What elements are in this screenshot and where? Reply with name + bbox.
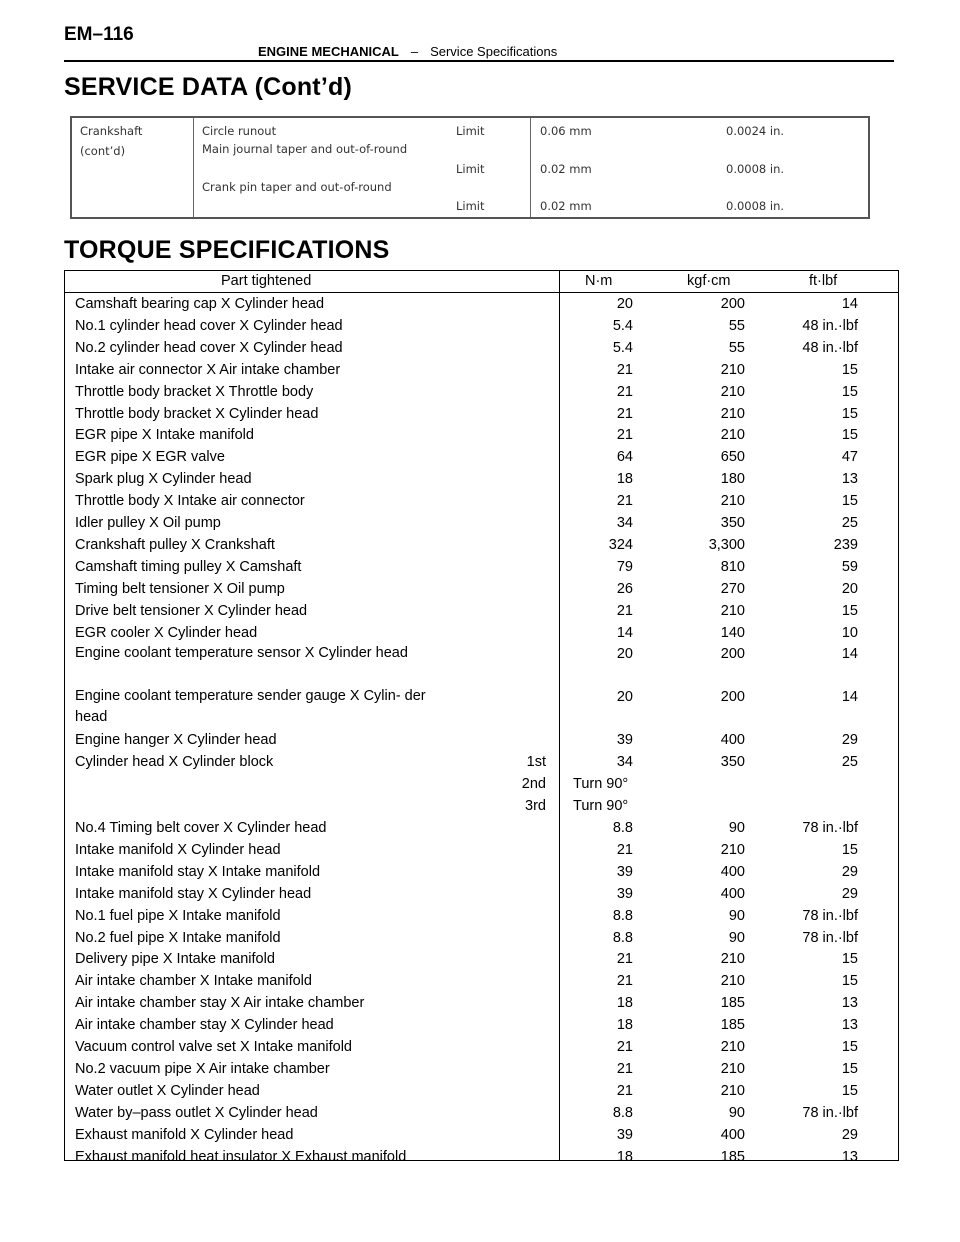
ftlbf-value: 10 [841, 624, 858, 641]
kgf-value: 200 [720, 296, 745, 312]
part-name: Camshaft bearing cap X Cylinder head [75, 296, 325, 312]
table-row [65, 861, 898, 883]
part-name: Intake manifold stay X Intake manifold [75, 863, 321, 880]
nm-value: 18 [616, 1017, 633, 1034]
metric-value: 0.02 mm [540, 199, 592, 213]
kgf-value: 90 [728, 820, 745, 836]
subsection-title: Service Specifications [430, 44, 558, 59]
kgf-value: 210 [720, 427, 745, 444]
part-name: Crankshaft pulley X Crankshaft [75, 536, 275, 553]
header-separator: – [410, 44, 419, 59]
part-name: No.1 cylinder head cover X Cylinder head [75, 317, 343, 334]
table-row [65, 1058, 898, 1080]
ftlbf-value: 15 [841, 841, 858, 858]
ftlbf-value: 29 [841, 732, 858, 749]
kgf-value: 400 [720, 885, 745, 902]
table-row [65, 468, 898, 490]
kgf-value: 210 [720, 1060, 745, 1077]
part-name: Intake manifold stay X Cylinder head [75, 885, 312, 902]
ftlbf-value: 15 [841, 1060, 858, 1077]
kgf-value: 350 [720, 515, 745, 531]
service-data-box [70, 116, 870, 219]
nm-value: 8.8 [612, 929, 633, 946]
table-row [65, 337, 898, 359]
nm-value: 39 [616, 1126, 633, 1143]
header-nm: N·m [585, 273, 613, 289]
limit-label: Limit [456, 124, 485, 138]
nm-value: 21 [616, 1060, 633, 1077]
torque-title: TORQUE SPECIFICATIONS [64, 236, 390, 264]
part-name: Air intake chamber X Intake manifold [75, 973, 312, 990]
table-row [65, 622, 898, 644]
table-row [65, 578, 898, 600]
column-divider [530, 118, 531, 217]
nm-value: 18 [616, 995, 633, 1012]
table-row [65, 948, 898, 970]
part-name: Intake air connector X Air intake chamber [75, 361, 341, 378]
ftlbf-value: 239 [833, 536, 858, 553]
kgf-value: 90 [728, 929, 745, 946]
table-row [65, 293, 898, 315]
kgf-value: 185 [720, 1148, 745, 1165]
nm-value: Turn 90° [573, 798, 629, 815]
ftlbf-value: 29 [841, 863, 858, 880]
table-row [65, 600, 898, 622]
kgf-value: 650 [720, 449, 745, 466]
nm-value: 34 [616, 515, 633, 531]
part-name: Air intake chamber stay X Air intake chamber [75, 995, 365, 1012]
ftlbf-value: 14 [841, 646, 858, 663]
kgf-value: 185 [720, 1017, 745, 1034]
part-name: Throttle body bracket X Throttle body [75, 383, 314, 400]
table-row [65, 795, 898, 817]
kgf-value: 180 [720, 471, 745, 488]
kgf-value: 270 [720, 580, 745, 597]
table-row [65, 817, 898, 839]
nm-value: 39 [616, 863, 633, 880]
page-number: EM–116 [64, 24, 134, 45]
imperial-value: 0.0008 in. [726, 162, 785, 176]
nm-value: 21 [616, 1082, 633, 1099]
nm-value: Turn 90° [573, 776, 629, 793]
kgf-value: 90 [728, 1104, 745, 1121]
nm-value: 39 [616, 732, 633, 749]
table-row [65, 1014, 898, 1036]
kgf-value: 400 [720, 732, 745, 749]
table-row [65, 1036, 898, 1058]
header-kgf: kgf·cm [687, 273, 731, 289]
ftlbf-value: 20 [841, 580, 858, 597]
part-name: Cylinder head X Cylinder block [75, 754, 274, 771]
step-label: 1st [526, 754, 546, 771]
nm-value: 21 [616, 1039, 633, 1055]
column-divider [193, 118, 194, 217]
ftlbf-value: 47 [841, 449, 858, 466]
nm-value: 20 [616, 296, 633, 312]
part-name: No.1 fuel pipe X Intake manifold [75, 907, 281, 924]
ftlbf-value: 48 in.·lbf [802, 317, 858, 334]
step-label: 2nd [521, 776, 546, 793]
nm-value: 21 [616, 973, 633, 990]
nm-value: 8.8 [612, 820, 633, 836]
ftlbf-value: 13 [841, 471, 858, 488]
nm-value: 39 [616, 885, 633, 902]
table-row [65, 927, 898, 949]
service-item: Circle runout [202, 124, 277, 138]
table-row [65, 970, 898, 992]
kgf-value: 210 [720, 493, 745, 510]
metric-value: 0.06 mm [540, 124, 592, 138]
nm-value: 21 [616, 493, 633, 510]
table-row [65, 424, 898, 446]
nm-value: 21 [616, 383, 633, 400]
nm-value: 64 [616, 449, 633, 466]
header-part: Part tightened [221, 273, 312, 289]
part-name: Timing belt tensioner X Oil pump [75, 580, 285, 597]
table-row [65, 839, 898, 861]
table-row [65, 381, 898, 403]
ftlbf-value: 14 [841, 689, 858, 706]
part-name: Air intake chamber stay X Cylinder head [75, 1017, 334, 1034]
header-ft: ft·lbf [809, 273, 838, 289]
table-row [65, 1146, 898, 1168]
nm-value: 324 [608, 536, 633, 553]
table-row [65, 751, 898, 773]
kgf-value: 210 [720, 361, 745, 378]
part-name: No.2 fuel pipe X Intake manifold [75, 929, 281, 946]
nm-value: 8.8 [612, 907, 633, 924]
ftlbf-value: 78 in.·lbf [802, 1104, 858, 1121]
imperial-value: 0.0024 in. [726, 124, 785, 138]
part-name: Intake manifold X Cylinder head [75, 841, 281, 858]
table-row [65, 686, 898, 730]
ftlbf-value: 13 [841, 995, 858, 1012]
part-name: Exhaust manifold heat insulator X Exhaust manifold [75, 1148, 407, 1165]
category-label: Crankshaft [80, 124, 143, 138]
ftlbf-value: 14 [841, 296, 858, 312]
part-name: Water outlet X Cylinder head [75, 1082, 260, 1099]
ftlbf-value: 15 [841, 1039, 858, 1055]
kgf-value: 210 [720, 405, 745, 422]
nm-value: 79 [616, 558, 633, 575]
kgf-value: 210 [720, 973, 745, 990]
service-item: Main journal taper and out-of-round [202, 142, 408, 156]
ftlbf-value: 15 [841, 361, 858, 378]
kgf-value: 200 [720, 689, 745, 706]
ftlbf-value: 25 [841, 515, 858, 531]
section-title: ENGINE MECHANICAL [258, 44, 399, 59]
table-row [65, 1102, 898, 1124]
nm-value: 14 [616, 624, 633, 641]
part-name: EGR pipe X Intake manifold [75, 427, 254, 444]
nm-value: 21 [616, 951, 633, 968]
part-name: Drive belt tensioner X Cylinder head [75, 602, 308, 619]
ftlbf-value: 78 in.·lbf [802, 929, 858, 946]
limit-label: Limit [456, 199, 485, 213]
ftlbf-value: 15 [841, 951, 858, 968]
nm-value: 21 [616, 427, 633, 444]
table-row [65, 512, 898, 534]
table-row [65, 773, 898, 795]
ftlbf-value: 29 [841, 1126, 858, 1143]
ftlbf-value: 15 [841, 1082, 858, 1099]
metric-value: 0.02 mm [540, 162, 592, 176]
kgf-value: 210 [720, 1039, 745, 1055]
table-row [65, 315, 898, 337]
part-name: Engine coolant temperature sender gauge X Cylin- der head [75, 688, 426, 726]
part-name: Water by–pass outlet X Cylinder head [75, 1104, 318, 1121]
nm-value: 21 [616, 361, 633, 378]
table-row [65, 534, 898, 556]
kgf-value: 55 [728, 339, 745, 356]
header-rule [64, 60, 894, 62]
kgf-value: 185 [720, 995, 745, 1012]
kgf-value: 210 [720, 383, 745, 400]
part-name: No.4 Timing belt cover X Cylinder head [75, 820, 327, 836]
nm-value: 21 [616, 405, 633, 422]
torque-table [64, 270, 899, 1165]
kgf-value: 400 [720, 1126, 745, 1143]
nm-value: 26 [616, 580, 633, 597]
ftlbf-value: 15 [841, 973, 858, 990]
category-label-cont: (cont’d) [80, 144, 126, 158]
part-name: EGR pipe X EGR valve [75, 449, 225, 466]
ftlbf-value: 13 [841, 1017, 858, 1034]
kgf-value: 210 [720, 951, 745, 968]
ftlbf-value: 15 [841, 383, 858, 400]
kgf-value: 810 [720, 558, 745, 575]
kgf-value: 140 [720, 624, 745, 641]
nm-value: 34 [616, 754, 633, 771]
part-name: EGR cooler X Cylinder head [75, 624, 258, 641]
part-name: Engine hanger X Cylinder head [75, 732, 277, 749]
kgf-value: 90 [728, 907, 745, 924]
kgf-value: 350 [720, 754, 745, 771]
service-item: Crank pin taper and out-of-round [202, 180, 392, 194]
kgf-value: 55 [728, 317, 745, 334]
ftlbf-value: 29 [841, 885, 858, 902]
table-row [65, 446, 898, 468]
step-label: 3rd [525, 798, 546, 815]
imperial-value: 0.0008 in. [726, 199, 785, 213]
table-row [65, 1080, 898, 1102]
part-name: No.2 vacuum pipe X Air intake chamber [75, 1060, 330, 1077]
table-row [65, 403, 898, 425]
ftlbf-value: 15 [841, 427, 858, 444]
part-name: Delivery pipe X Intake manifold [75, 951, 275, 968]
ftlbf-value: 13 [841, 1148, 858, 1165]
part-name: Engine coolant temperature sensor X Cylinder head [75, 645, 408, 662]
table-row [65, 490, 898, 512]
kgf-value: 200 [720, 646, 745, 663]
limit-label: Limit [456, 162, 485, 176]
part-name: Idler pulley X Oil pump [75, 515, 221, 531]
kgf-value: 210 [720, 602, 745, 619]
kgf-value: 210 [720, 1082, 745, 1099]
nm-value: 18 [616, 1148, 633, 1165]
nm-value: 20 [616, 646, 633, 663]
ftlbf-value: 78 in.·lbf [802, 907, 858, 924]
ftlbf-value: 59 [841, 558, 858, 575]
kgf-value: 400 [720, 863, 745, 880]
table-row [65, 905, 898, 927]
nm-value: 20 [616, 689, 633, 706]
ftlbf-value: 15 [841, 493, 858, 510]
running-header [258, 44, 557, 59]
ftlbf-value: 25 [841, 754, 858, 771]
part-name: Spark plug X Cylinder head [75, 471, 252, 488]
table-row [65, 729, 898, 751]
nm-value: 21 [616, 841, 633, 858]
part-name: Exhaust manifold X Cylinder head [75, 1126, 294, 1143]
table-row [65, 992, 898, 1014]
part-name: No.2 cylinder head cover X Cylinder head [75, 339, 343, 356]
nm-value: 5.4 [612, 317, 633, 334]
nm-value: 8.8 [612, 1104, 633, 1121]
part-name: Camshaft timing pulley X Camshaft [75, 558, 302, 575]
ftlbf-value: 78 in.·lbf [802, 820, 858, 836]
table-row [65, 883, 898, 905]
table-row [65, 359, 898, 381]
kgf-value: 210 [720, 841, 745, 858]
ftlbf-value: 48 in.·lbf [802, 339, 858, 356]
part-name: Throttle body X Intake air connector [75, 493, 305, 510]
part-name: Throttle body bracket X Cylinder head [75, 405, 319, 422]
table-row [65, 556, 898, 578]
table-row [65, 643, 898, 687]
nm-value: 21 [616, 602, 633, 619]
ftlbf-value: 15 [841, 405, 858, 422]
ftlbf-value: 15 [841, 602, 858, 619]
nm-value: 5.4 [612, 339, 633, 356]
kgf-value: 3,300 [708, 536, 745, 553]
part-name: Vacuum control valve set X Intake manifold [75, 1039, 352, 1055]
nm-value: 18 [616, 471, 633, 488]
table-row [65, 1124, 898, 1146]
service-data-title: SERVICE DATA (Cont’d) [64, 73, 352, 101]
